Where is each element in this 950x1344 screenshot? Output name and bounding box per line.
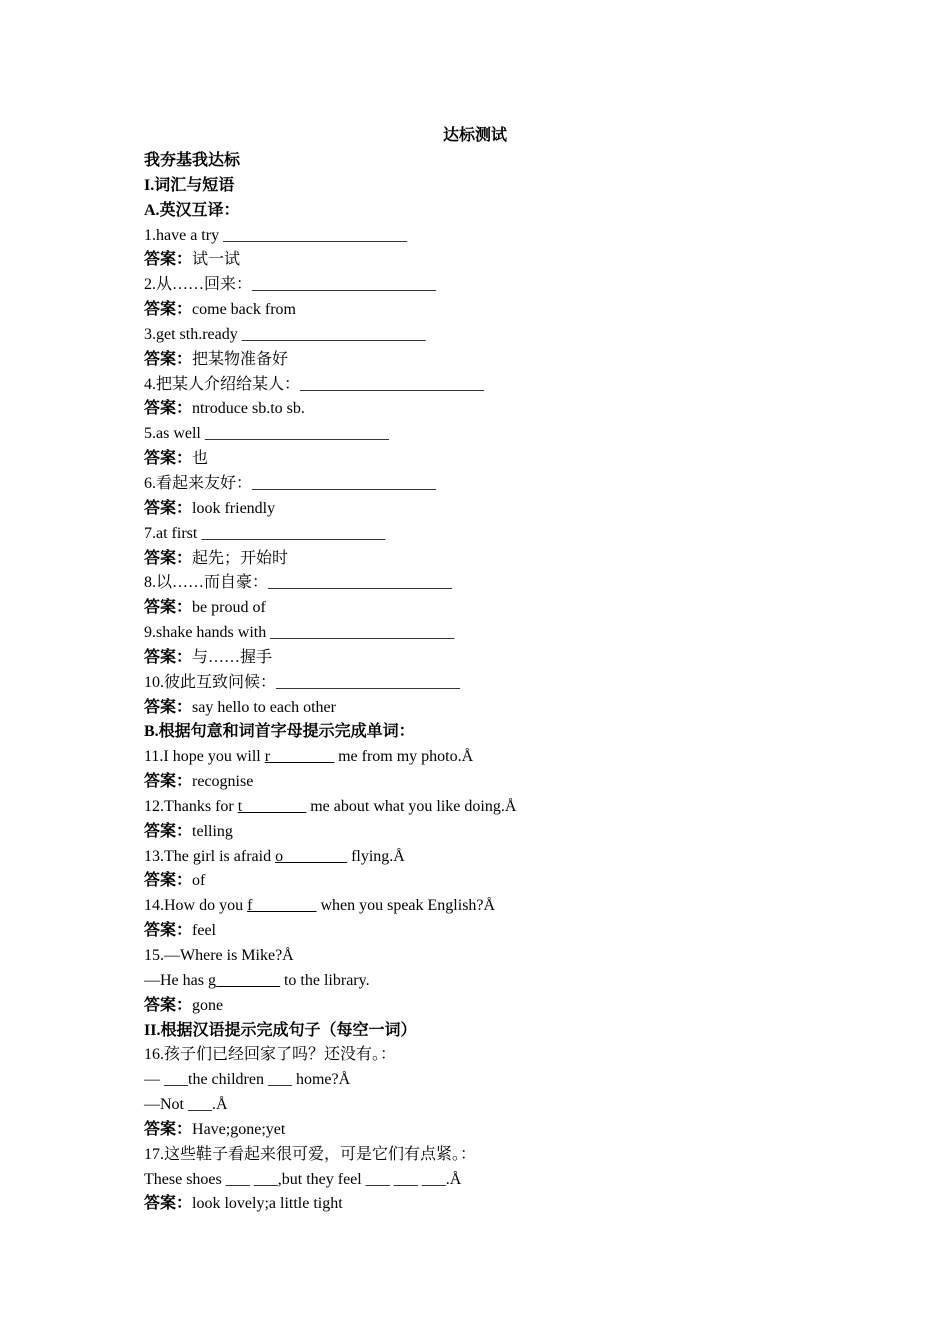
answer-text: 把某物准备好 — [192, 350, 289, 368]
question-text: 11.I hope you will — [144, 748, 265, 766]
page-title: 达标测试 — [442, 127, 507, 144]
question-7: 7.at first _______________________ — [144, 524, 386, 542]
question-text: 13.The girl is afraid — [144, 847, 276, 865]
question-16c: —Not ___.Å — [144, 1096, 228, 1114]
answer-label: 答案： — [144, 648, 193, 666]
answer-9 — [144, 646, 824, 671]
question-2: 2.从……回来：_______________________ — [144, 276, 437, 294]
question-text: 14.How do you — [144, 897, 248, 915]
question-1: 1.have a try _______________________ — [144, 226, 408, 244]
question-text: me from my photo.Å — [334, 748, 474, 766]
answer-1 — [144, 248, 824, 273]
answer-label: 答案： — [144, 996, 193, 1014]
answer-text: come back from — [192, 301, 296, 319]
answer-text: gone — [192, 996, 224, 1014]
answer-label: 答案： — [144, 549, 193, 567]
answer-label: 答案： — [144, 301, 193, 319]
part-a-heading: A.英汉互译： — [144, 201, 240, 219]
answer-10 — [144, 696, 824, 721]
answer-label: 答案： — [144, 872, 193, 890]
answer-13 — [144, 869, 824, 894]
answer-label: 答案： — [144, 773, 193, 791]
answer-2 — [144, 298, 824, 323]
answer-text: say hello to each other — [192, 698, 336, 716]
answer-label: 答案： — [144, 499, 193, 517]
blank-hint: o________ — [275, 847, 348, 865]
question-text: 12.Thanks for — [144, 797, 238, 815]
question-text: flying.Å — [347, 847, 405, 865]
question-16a: 16.孩子们已经回家了吗？还没有。： — [144, 1046, 397, 1064]
question-5: 5.as well _______________________ — [144, 425, 389, 443]
section-1-heading: I.词汇与短语 — [144, 176, 235, 194]
answer-label: 答案： — [144, 400, 193, 418]
question-12 — [144, 795, 824, 820]
answer-label: 答案： — [144, 350, 193, 368]
question-16b: — ___the children ___ home?Å — [144, 1071, 351, 1089]
question-text: when you speak English?Å — [316, 897, 496, 915]
answer-text: feel — [192, 922, 216, 940]
question-text: —He has — [144, 971, 208, 989]
answer-text: of — [192, 872, 206, 890]
section-heading: 我夯基我达标 — [144, 152, 241, 169]
answer-text: 起先；开始时 — [192, 549, 289, 567]
worksheet-page — [144, 124, 824, 1217]
answer-11 — [144, 770, 824, 795]
answer-label: 答案： — [144, 1195, 193, 1213]
question-text: me about what you like doing.Å — [306, 797, 517, 815]
question-9: 9.shake hands with _______________________ — [144, 624, 455, 642]
answer-text: 与……握手 — [192, 648, 273, 666]
question-17a: 17.这些鞋子看起来很可爱，可是它们有点紧。： — [144, 1145, 477, 1163]
question-4: 4.把某人介绍给某人：_______________________ — [144, 375, 485, 393]
answer-text: look lovely;a little tight — [192, 1195, 343, 1213]
question-17b: These shoes ___ ___,but they feel ___ ___ ___.Å — [144, 1170, 462, 1188]
answer-12 — [144, 820, 824, 845]
answer-4 — [144, 397, 824, 422]
answer-label: 答案： — [144, 698, 193, 716]
question-11 — [144, 745, 824, 770]
answer-text: look friendly — [192, 499, 276, 517]
part-b-heading: B.根据句意和词首字母提示完成单词： — [144, 723, 415, 741]
answer-text: be proud of — [192, 599, 266, 617]
answer-17 — [144, 1192, 824, 1217]
answer-text: ntroduce sb.to sb. — [192, 400, 305, 418]
blank-hint: t________ — [237, 797, 307, 815]
answer-label: 答案： — [144, 450, 193, 468]
answer-5 — [144, 447, 824, 472]
answer-label: 答案： — [144, 922, 193, 940]
answer-7 — [144, 547, 824, 572]
question-15b — [144, 969, 824, 994]
answer-text: 也 — [192, 450, 209, 468]
question-13 — [144, 845, 824, 870]
answer-3 — [144, 348, 824, 373]
question-14 — [144, 894, 824, 919]
answer-text: telling — [192, 822, 233, 840]
answer-label: 答案： — [144, 822, 193, 840]
answer-16 — [144, 1118, 824, 1143]
question-6: 6.看起来友好：_______________________ — [144, 474, 437, 492]
answer-15 — [144, 994, 824, 1019]
question-8: 8.以……而自豪：_______________________ — [144, 574, 453, 592]
answer-14 — [144, 919, 824, 944]
answer-label: 答案： — [144, 1120, 193, 1138]
answer-label: 答案： — [144, 251, 193, 269]
blank-hint: f________ — [247, 897, 317, 915]
section-2-heading: II.根据汉语提示完成句子（每空一词） — [144, 1021, 417, 1039]
question-15a: 15.—Where is Mike?Å — [144, 947, 294, 964]
answer-label: 答案： — [144, 599, 193, 617]
question-text: to the library. — [279, 971, 370, 989]
answer-6 — [144, 497, 824, 522]
blank-hint: r________ — [264, 748, 335, 766]
answer-text: Have;gone;yet — [192, 1120, 286, 1138]
answer-text: 试一试 — [192, 251, 241, 269]
answer-text: recognise — [192, 773, 254, 791]
question-10: 10.彼此互致问候：_______________________ — [144, 673, 461, 691]
answer-8 — [144, 596, 824, 621]
question-3: 3.get sth.ready _______________________ — [144, 325, 426, 343]
blank-hint: g________ — [207, 971, 280, 989]
